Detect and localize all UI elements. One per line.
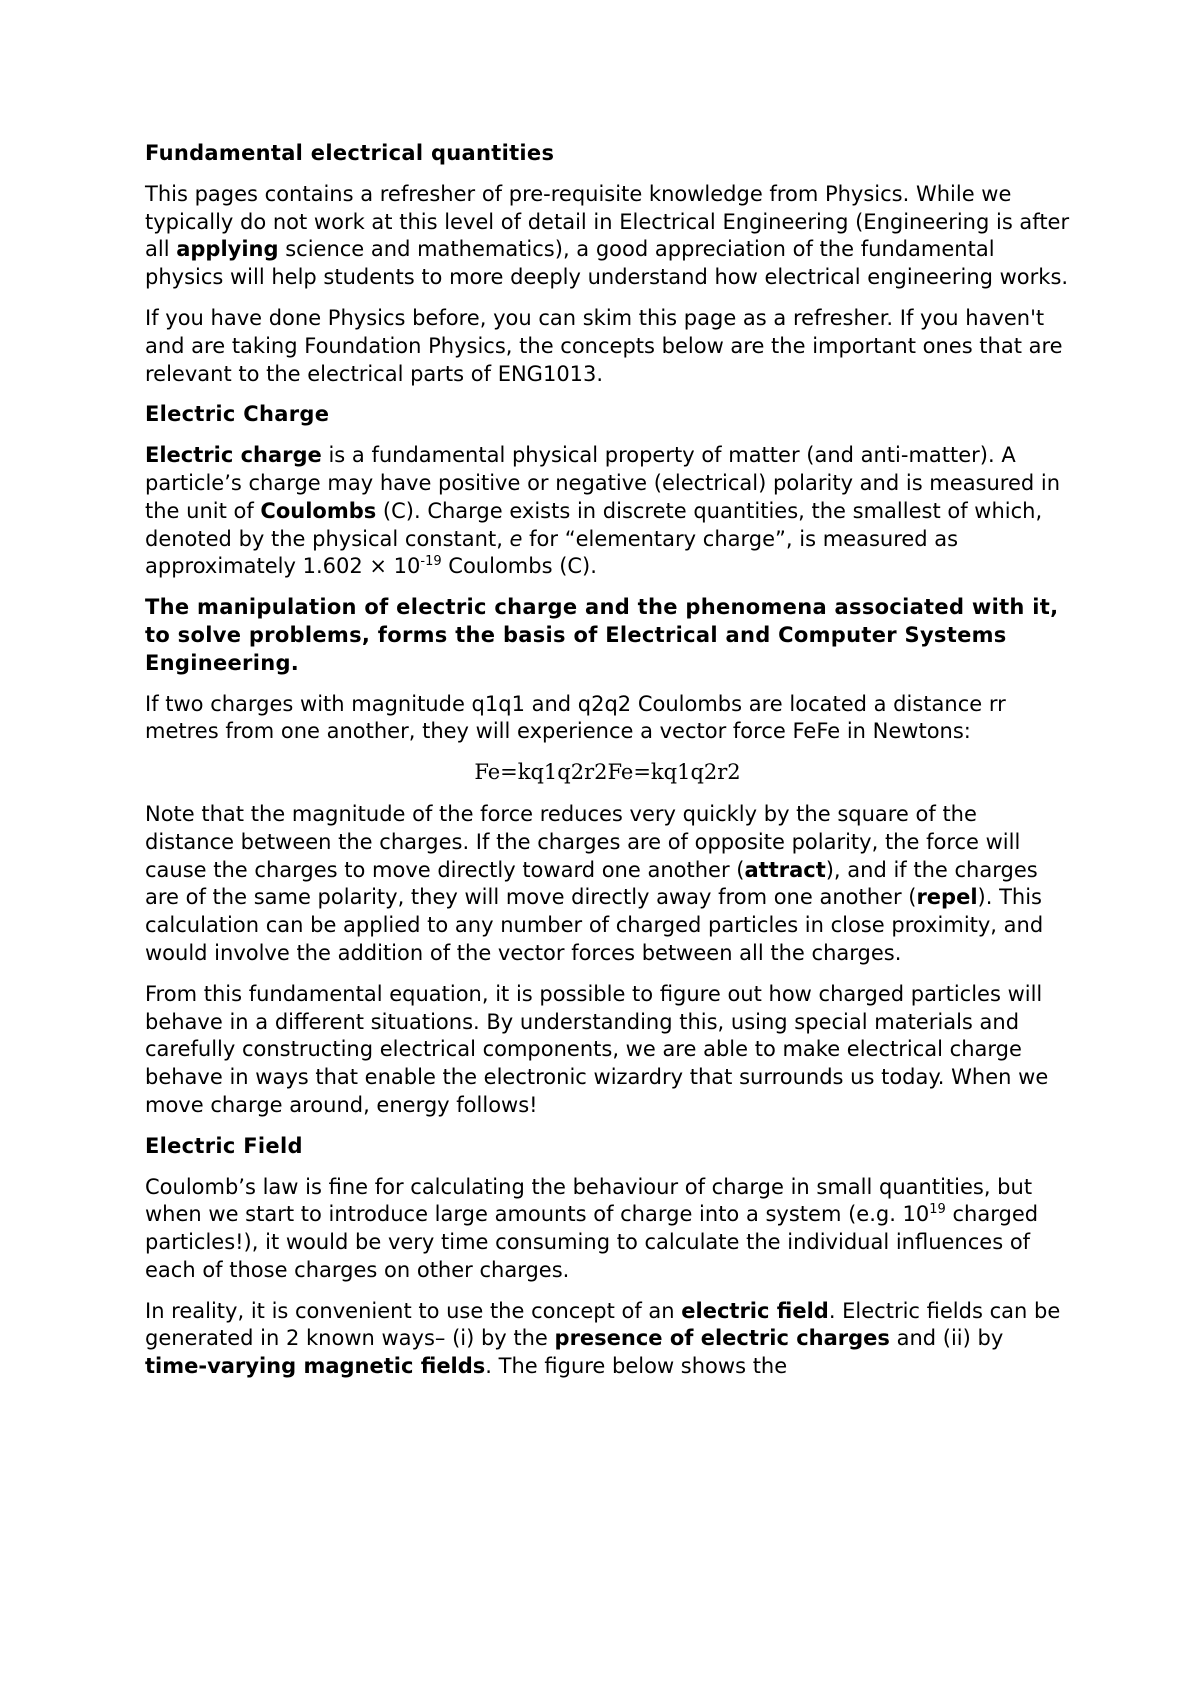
term-repel: repel [916,885,978,910]
charge-paragraph-1: Electric charge is a fundamental physical property of matter (and anti-matter). A particle’s charge may have positive or negative (electrical) polarity and is measured in the unit of Coulombs (C). Charge exists in discrete quantities, the smallest of which, denoted by the physical constant, e for “elementary charge”, is measured as approximately $1.602 \times 10^{-19}$ Coulombs (C). [145,443,1061,579]
field-paragraph-2: In reality, it is convenient to use the concept of an electric field. Electric fields can be generated in 2 known ways– (i) by the presence of electric charges and (ii) by time-varying magnetic fields. The figure below shows the [145,1298,1061,1379]
lead-statement: The manipulation of electric charge and the phenomena associated with it, to solve problems, forms the basis of Electrical and Computer Systems Engineering. [145,595,1059,675]
page-title: Fundamental electrical quantities [145,141,555,165]
section-heading-electric-field: Electric Field [145,1133,303,1158]
symbol-e: e [509,526,523,551]
exponent: 19 [929,1202,946,1218]
document-body [145,140,1070,1394]
term-electric-charge: Electric charge [145,443,322,468]
term-coulombs: Coulombs [260,498,377,523]
term-presence-of-charges: presence of electric charges [554,1326,890,1351]
field-paragraph-1: Coulomb’s law is fine for calculating the behaviour of charge in small quantities, but when we start to introduce large amounts of charge into a system (e.g. $10^{19}$ charged particles!), it would be very time consuming to calculate the individual influences of each of those charges on other charges. [145,1174,1039,1282]
term-electric-field: electric field [681,1298,829,1323]
coulomb-equation: Fe=kq1q2r2Fe=kq1q2r2 [474,760,741,785]
term-attract: attract [744,857,826,882]
charge-paragraph-3: Note that the magnitude of the force reduces very quickly by the square of the distance between the charges. If the charges are of opposite polarity, the force will cause the charges to move directly toward one another (attract), and if the charges are of the same polarity, they will move directly away from one another (repel). This calculation can be applied to any number of charged particles in close proximity, and would involve the addition of the vector forces between all the charges. [145,801,1044,965]
intro-paragraph-2: If you have done Physics before, you can skim this page as a refresher. If you haven't and are taking Foundation Physics, the concepts below are the important ones that are relevant to the electrical parts of ENG1013. [145,305,1063,386]
emphasis-applying: applying [176,237,279,262]
section-heading-electric-charge: Electric Charge [145,402,330,427]
exponent: -19 [420,554,442,570]
term-time-varying-magnetic-fields: time-varying magnetic fields [145,1354,486,1379]
charge-paragraph-2: If two charges with magnitude q1q1 and q2q2 Coulombs are located a distance rr metres from one another, they will experience a vector force FeFe in Newtons: [145,691,1006,744]
intro-paragraph-1: This pages contains a refresher of pre-requisite knowledge from Physics. While we typically do not work at this level of detail in Electrical Engineering (Engineering is after all applying science and mathematics), a good appreciation of the fundamental physics will help students to more deeply understand how electrical engineering works. [145,181,1070,290]
charge-paragraph-4: From this fundamental equation, it is possible to figure out how charged particles will behave in a different situations. By understanding this, using special materials and carefully constructing electrical components, we are able to make electrical charge behave in ways that enable the electronic wizardry that surrounds us today. When we move charge around, energy follows! [145,981,1049,1117]
